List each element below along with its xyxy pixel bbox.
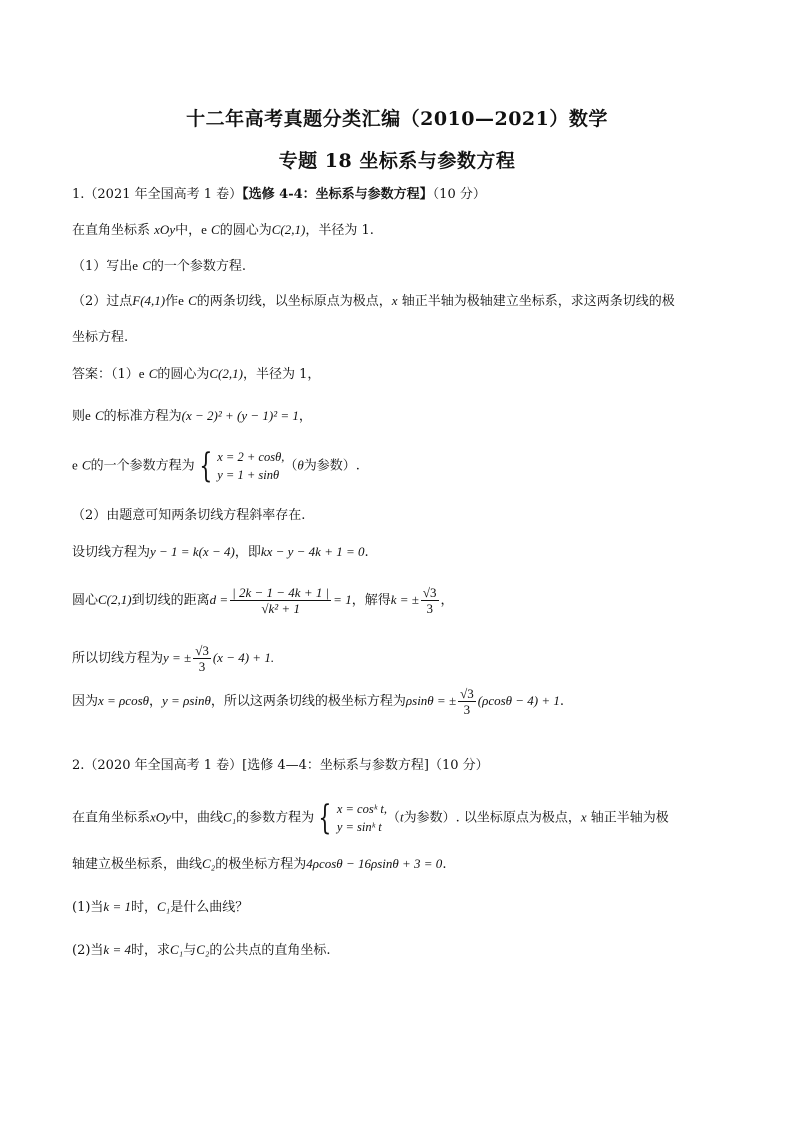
text: （ [386, 810, 400, 826]
text: 的圆心为 [219, 223, 272, 238]
text: ，解得 [351, 593, 391, 608]
math: C [94, 408, 104, 423]
math: t [399, 809, 404, 825]
q1-answer-2 [72, 406, 730, 427]
math: (x − 2)² + (y − 1)² = 1 [181, 408, 299, 423]
q1-heading [72, 185, 730, 205]
math: C [188, 293, 197, 308]
text: 设切线方程为 [72, 545, 151, 560]
text: （2）过点 [72, 294, 133, 309]
q1-part2-cont: 坐标方程. [72, 330, 129, 345]
math: e [201, 222, 207, 237]
math: x = ρcosθ [98, 693, 150, 708]
denominator: √k² + 1 [261, 601, 300, 616]
text: 在直角坐标系 [72, 223, 151, 238]
polar-fraction [458, 686, 476, 717]
numerator: √3 [195, 643, 209, 658]
q1-source: 1.（2021 年全国高考 1 卷） [72, 187, 243, 202]
param-system [217, 448, 284, 484]
math: x [580, 809, 587, 825]
text: ，半径为 1. [305, 223, 374, 238]
q1-answer-6 [72, 585, 730, 616]
q1-answer-1 [72, 364, 730, 385]
q2-stem-1 [72, 800, 730, 836]
text: 为参数）. 以坐标原点为极点， [403, 810, 581, 826]
brace-icon: { [318, 798, 332, 838]
math: C₁ [222, 809, 237, 825]
numerator: √3 [460, 686, 474, 701]
q1-answer-7 [72, 643, 730, 674]
math: k = ± [390, 592, 419, 607]
math: C₂ [196, 942, 210, 957]
text: 为参数）. [303, 458, 360, 474]
math: C(2,1) [209, 366, 243, 381]
text: 的标准方程为 [103, 409, 182, 424]
numerator: | 2k − 1 − 4k + 1 | [232, 585, 330, 600]
page-title: 十二年高考真题分类汇编（2010—2021）数学 [186, 108, 608, 130]
math: C [81, 457, 91, 473]
math: kx − y − 4k + 1 = 0 [260, 544, 365, 559]
math: xOy [154, 222, 176, 237]
math: k = 4 [103, 942, 131, 957]
q1-points: （10 分） [432, 187, 486, 202]
math: C₁ [156, 899, 171, 914]
math: (x − 4) + 1. [212, 650, 275, 665]
math: e [178, 293, 184, 308]
text: 中， [175, 223, 202, 238]
q1-part1 [72, 256, 730, 277]
math: C(2,1) [271, 222, 306, 237]
text: 的参数方程为 [236, 810, 315, 826]
text: ，半径为 1， [242, 367, 321, 382]
numerator: √3 [422, 585, 437, 600]
distance-fraction [230, 585, 331, 616]
math: y = ± [163, 650, 192, 665]
text: ， [298, 409, 312, 424]
q2-part1 [72, 897, 730, 918]
math: C [148, 366, 158, 381]
math: d = [209, 592, 229, 607]
q1-answer-4: （2）由题意可知两条切线方程斜率存在. [72, 508, 306, 523]
math: e [132, 258, 139, 273]
text: 因为 [72, 694, 99, 709]
math: x = cosᵏ t, [336, 802, 387, 816]
q2-stem-2 [72, 854, 730, 875]
text: 的两条切线，以坐标原点为极点， [196, 294, 392, 309]
page-subtitle: 专题 18 坐标系与参数方程 [278, 150, 516, 172]
text: . [442, 857, 447, 872]
denominator: 3 [198, 659, 206, 674]
text: 轴建立极坐标系，曲线 [72, 857, 203, 872]
math: x = 2 + cosθ, [217, 450, 285, 464]
text: 的一个参数方程. [150, 259, 247, 274]
text: 时， [130, 900, 157, 915]
text: 的圆心为 [157, 367, 210, 382]
text: 答案：（1） [72, 367, 139, 382]
q2-heading: 2.（2020 年全国高考 1 卷）[选修 4—4：坐标系与参数方程]（10 分） [72, 758, 489, 773]
text: ，即 [234, 545, 261, 560]
math: y = sinᵏ t [336, 820, 382, 834]
q1-stem [72, 220, 730, 241]
math: (ρcosθ − 4) + 1 [477, 693, 560, 708]
q1-topic: 【选修 4-4：坐标系与参数方程】 [242, 187, 433, 202]
text: . [559, 694, 565, 709]
math: C [142, 258, 151, 273]
text: 轴正半轴为极 [590, 810, 669, 826]
math: = 1 [333, 592, 352, 607]
text: 是什么曲线？ [170, 900, 249, 915]
text: ，所以这两条切线的极坐标方程为 [210, 694, 406, 709]
text: 在直角坐标系 [72, 810, 151, 826]
text: 与 [183, 943, 197, 958]
math: y = ρsinθ [162, 693, 211, 708]
math: C₁ [169, 942, 184, 957]
text: (1)当 [72, 900, 104, 915]
text: （ [284, 458, 298, 474]
tangent-fraction [193, 643, 211, 674]
math: e [138, 366, 145, 381]
text: （1）写出 [72, 259, 133, 274]
q1-answer-3 [72, 448, 730, 484]
math: e [85, 408, 91, 423]
text: 所以切线方程为 [72, 651, 164, 666]
math: xOy [150, 809, 171, 825]
denominator: 3 [463, 702, 471, 717]
text: 到切线的距离 [131, 593, 210, 608]
math: C [211, 222, 220, 237]
math: C₂ [202, 856, 216, 871]
text: 圆心 [72, 593, 99, 608]
text: 的极坐标方程为 [215, 857, 307, 872]
text: 则 [72, 409, 86, 424]
q1-answer-5 [72, 542, 730, 563]
q1-part2 [72, 291, 730, 312]
text: 作 [165, 294, 179, 309]
math: k = 1 [103, 899, 131, 914]
math: 4ρcosθ − 16ρsinθ + 3 = 0 [306, 856, 443, 871]
text: ， [149, 694, 163, 709]
text: ， [440, 593, 454, 608]
math: ρsinθ = ± [405, 693, 457, 708]
math: θ [297, 457, 304, 473]
math: y − 1 = k(x − 4) [150, 544, 235, 559]
text: 的公共点的直角坐标. [209, 943, 331, 958]
slope-fraction [421, 585, 439, 616]
math: F(4,1) [132, 293, 166, 308]
q2-part2 [72, 940, 730, 961]
text: 中，曲线 [170, 810, 223, 826]
brace-icon: { [198, 446, 212, 486]
denominator: 3 [426, 601, 433, 616]
text: 轴正半轴为极轴建立坐标系，求这两条切线的极 [401, 294, 675, 309]
math: x [391, 293, 398, 308]
q1-answer-8 [72, 686, 730, 717]
text: . [364, 545, 369, 560]
text: 时，求 [130, 943, 170, 958]
param-system [337, 800, 387, 836]
text: 的一个参数方程为 [90, 458, 195, 474]
text: (2)当 [72, 943, 104, 958]
math: y = 1 + sinθ [217, 468, 280, 482]
math: e [72, 457, 78, 473]
math: C(2,1) [98, 592, 132, 607]
